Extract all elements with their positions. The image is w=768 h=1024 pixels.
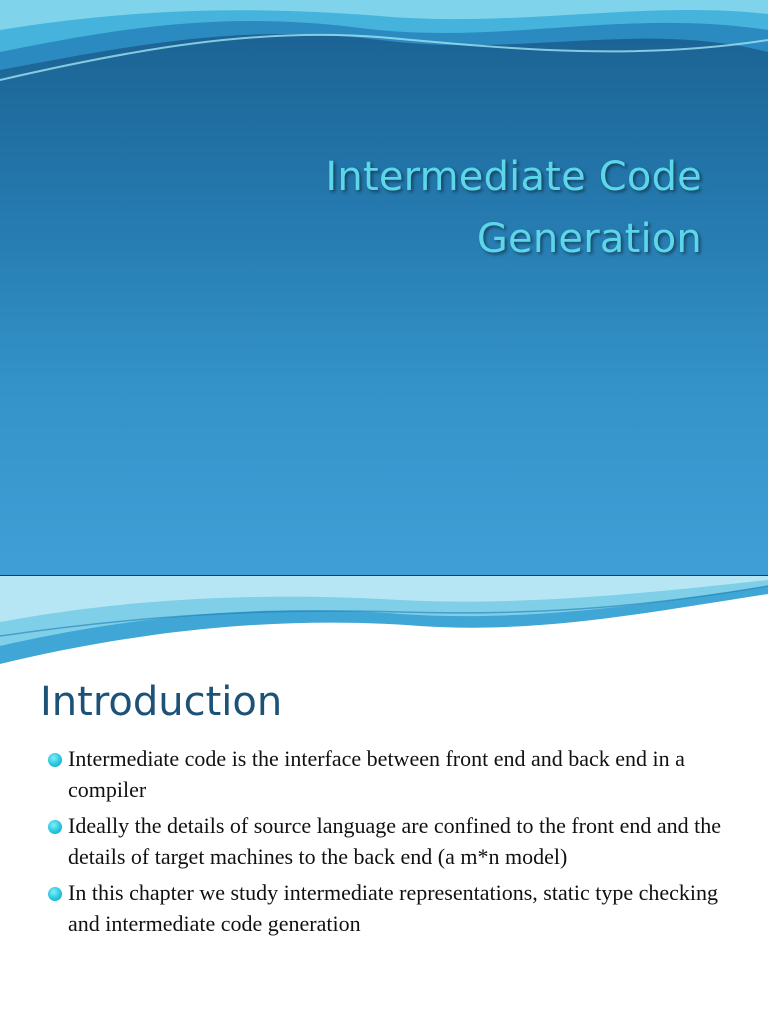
bullet-icon <box>48 753 62 767</box>
slide-title-line-1: Intermediate Code <box>325 154 702 200</box>
bullet-icon <box>48 887 62 901</box>
introduction-slide <box>0 576 768 1024</box>
wave-decoration <box>0 0 768 110</box>
slide-heading: Introduction <box>40 679 283 725</box>
slide-title-line-2: Generation <box>476 216 702 262</box>
bullet-icon <box>48 820 62 834</box>
bullet-item <box>46 744 736 805</box>
bullet-text: In this chapter we study intermediate representations, static type checking and intermediate code generation <box>68 880 718 936</box>
slide-title <box>142 146 702 270</box>
bullet-text: Intermediate code is the interface between front end and back end in a compiler <box>68 746 685 802</box>
wave-decoration <box>0 576 768 676</box>
bullet-list <box>46 744 736 945</box>
bullet-item <box>46 878 736 939</box>
bullet-text: Ideally the details of source language are confined to the front end and the details of target machines to the back end (a m*n model) <box>68 813 722 869</box>
bullet-item <box>46 811 736 872</box>
